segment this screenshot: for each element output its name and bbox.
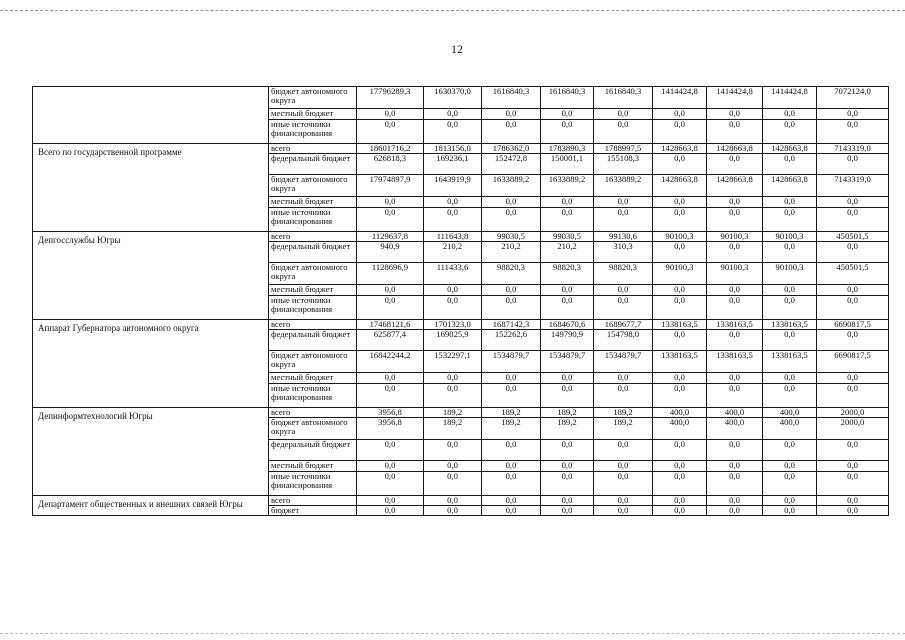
value-cell: 0,0 xyxy=(357,285,424,296)
value-cell: 0,0 xyxy=(541,197,594,208)
value-cell: 0,0 xyxy=(817,296,889,320)
value-cell: 0,0 xyxy=(707,472,763,496)
value-cell: 0,0 xyxy=(541,440,594,461)
value-cell: 0,0 xyxy=(482,461,541,472)
value-cell: 0,0 xyxy=(817,285,889,296)
value-cell: 0,0 xyxy=(817,384,889,408)
program-name-cell: Депинформтехнологий Югры xyxy=(33,408,269,496)
value-cell: 0,0 xyxy=(653,330,707,351)
top-scan-rule xyxy=(0,10,905,11)
value-cell: 0,0 xyxy=(594,197,653,208)
funding-source-cell: бюджет автономного округа xyxy=(269,175,357,197)
value-cell: 0,0 xyxy=(817,197,889,208)
funding-source-cell: местный бюджет xyxy=(269,373,357,384)
value-cell: 0,0 xyxy=(763,154,817,175)
table-row xyxy=(33,144,889,154)
program-name-cell: Всего по государственной программе xyxy=(33,144,269,232)
funding-source-cell: иные источники финансирования xyxy=(269,472,357,496)
value-cell: 1616840,3 xyxy=(482,87,541,109)
value-cell: 0,0 xyxy=(424,506,482,516)
value-cell: 400,0 xyxy=(707,418,763,440)
value-cell: 0,0 xyxy=(653,242,707,263)
value-cell: 1129637,8 xyxy=(357,232,424,242)
value-cell: 0,0 xyxy=(653,373,707,384)
value-cell: 0,0 xyxy=(357,384,424,408)
value-cell: 0,0 xyxy=(817,496,889,506)
funding-source-cell: всего xyxy=(269,320,357,330)
value-cell: 0,0 xyxy=(817,440,889,461)
value-cell: 0,0 xyxy=(653,120,707,144)
value-cell: 0,0 xyxy=(707,330,763,351)
bottom-scan-rule xyxy=(0,633,905,634)
value-cell: 0,0 xyxy=(763,208,817,232)
value-cell: 6690817,5 xyxy=(817,320,889,330)
value-cell: 17796289,3 xyxy=(357,87,424,109)
value-cell: 0,0 xyxy=(763,109,817,120)
value-cell: 17468121,6 xyxy=(357,320,424,330)
value-cell: 0,0 xyxy=(653,285,707,296)
funding-table xyxy=(32,86,889,516)
table-row xyxy=(33,408,889,418)
value-cell: 0,0 xyxy=(482,296,541,320)
value-cell: 90100,3 xyxy=(763,263,817,285)
value-cell: 1128696,9 xyxy=(357,263,424,285)
table-row xyxy=(33,232,889,242)
value-cell: 0,0 xyxy=(357,373,424,384)
value-cell: 189,2 xyxy=(424,418,482,440)
value-cell: 0,0 xyxy=(424,120,482,144)
value-cell: 0,0 xyxy=(357,472,424,496)
value-cell: 0,0 xyxy=(594,461,653,472)
value-cell: 0,0 xyxy=(482,384,541,408)
value-cell: 189,2 xyxy=(541,408,594,418)
value-cell: 7072124,0 xyxy=(817,87,889,109)
value-cell: 1687142,3 xyxy=(482,320,541,330)
value-cell: 0,0 xyxy=(817,208,889,232)
value-cell: 0,0 xyxy=(763,120,817,144)
value-cell: 7143319,0 xyxy=(817,144,889,154)
value-cell: 6690817,5 xyxy=(817,351,889,373)
value-cell: 1338163,5 xyxy=(707,351,763,373)
value-cell: 210,2 xyxy=(541,242,594,263)
value-cell: 0,0 xyxy=(357,197,424,208)
value-cell: 0,0 xyxy=(707,496,763,506)
value-cell: 0,0 xyxy=(707,120,763,144)
value-cell: 0,0 xyxy=(653,461,707,472)
value-cell: 0,0 xyxy=(763,496,817,506)
funding-source-cell: иные источники финансирования xyxy=(269,384,357,408)
value-cell: 90100,3 xyxy=(763,232,817,242)
value-cell: 111643,8 xyxy=(424,232,482,242)
value-cell: 0,0 xyxy=(541,461,594,472)
funding-source-cell: всего xyxy=(269,408,357,418)
table-row xyxy=(33,87,889,109)
funding-source-cell: местный бюджет xyxy=(269,109,357,120)
value-cell: 169236,1 xyxy=(424,154,482,175)
value-cell: 0,0 xyxy=(357,440,424,461)
value-cell: 16842244,2 xyxy=(357,351,424,373)
value-cell: 0,0 xyxy=(817,461,889,472)
page-number: 12 xyxy=(451,42,463,56)
funding-source-cell: бюджет автономного округа xyxy=(269,351,357,373)
value-cell: 189,2 xyxy=(541,418,594,440)
value-cell: 400,0 xyxy=(653,408,707,418)
value-cell: 0,0 xyxy=(653,109,707,120)
value-cell: 0,0 xyxy=(424,197,482,208)
value-cell: 0,0 xyxy=(707,461,763,472)
funding-source-cell: местный бюджет xyxy=(269,461,357,472)
value-cell: 0,0 xyxy=(763,242,817,263)
funding-source-cell: иные источники финансирования xyxy=(269,120,357,144)
value-cell: 0,0 xyxy=(707,373,763,384)
value-cell: 450501,5 xyxy=(817,263,889,285)
value-cell: 98820,3 xyxy=(594,263,653,285)
value-cell: 0,0 xyxy=(653,384,707,408)
funding-source-cell: бюджет автономного округа xyxy=(269,418,357,440)
value-cell: 189,2 xyxy=(594,418,653,440)
value-cell: 0,0 xyxy=(817,120,889,144)
value-cell: 0,0 xyxy=(482,285,541,296)
value-cell: 169025,9 xyxy=(424,330,482,351)
value-cell: 0,0 xyxy=(482,506,541,516)
value-cell: 1689677,7 xyxy=(594,320,653,330)
value-cell: 0,0 xyxy=(357,461,424,472)
value-cell: 0,0 xyxy=(653,154,707,175)
value-cell: 400,0 xyxy=(763,408,817,418)
value-cell: 189,2 xyxy=(482,418,541,440)
value-cell: 154798,0 xyxy=(594,330,653,351)
value-cell: 0,0 xyxy=(594,506,653,516)
value-cell: 0,0 xyxy=(594,109,653,120)
funding-source-cell: бюджет автономного округа xyxy=(269,87,357,109)
value-cell: 940,9 xyxy=(357,242,424,263)
value-cell: 1630370,0 xyxy=(424,87,482,109)
program-name-cell: Департамент общественных и внешних связей Югры xyxy=(33,496,269,516)
value-cell: 98820,3 xyxy=(482,263,541,285)
value-cell: 0,0 xyxy=(357,208,424,232)
value-cell: 0,0 xyxy=(541,109,594,120)
value-cell: 0,0 xyxy=(763,296,817,320)
value-cell: 0,0 xyxy=(763,373,817,384)
value-cell: 0,0 xyxy=(357,109,424,120)
value-cell: 310,3 xyxy=(594,242,653,263)
value-cell: 1532297,1 xyxy=(424,351,482,373)
program-name-cell: Депгосслужбы Югры xyxy=(33,232,269,320)
value-cell: 210,2 xyxy=(424,242,482,263)
value-cell: 0,0 xyxy=(817,472,889,496)
value-cell: 0,0 xyxy=(482,373,541,384)
value-cell: 0,0 xyxy=(817,506,889,516)
value-cell: 625877,4 xyxy=(357,330,424,351)
value-cell: 0,0 xyxy=(817,242,889,263)
value-cell: 0,0 xyxy=(653,296,707,320)
value-cell: 0,0 xyxy=(763,197,817,208)
value-cell: 0,0 xyxy=(482,440,541,461)
value-cell: 1428663,8 xyxy=(653,144,707,154)
value-cell: 99030,5 xyxy=(541,232,594,242)
value-cell: 150001,1 xyxy=(541,154,594,175)
value-cell: 1414424,8 xyxy=(653,87,707,109)
value-cell: 1616840,3 xyxy=(594,87,653,109)
funding-source-cell: федеральный бюджет xyxy=(269,242,357,263)
funding-source-cell: бюджет автономного округа xyxy=(269,263,357,285)
value-cell: 0,0 xyxy=(482,208,541,232)
value-cell: 1338163,5 xyxy=(653,351,707,373)
value-cell: 1338163,5 xyxy=(763,351,817,373)
value-cell: 99130,6 xyxy=(594,232,653,242)
value-cell: 0,0 xyxy=(653,440,707,461)
value-cell: 0,0 xyxy=(763,506,817,516)
value-cell: 0,0 xyxy=(424,472,482,496)
value-cell: 0,0 xyxy=(594,373,653,384)
funding-source-cell: всего xyxy=(269,144,357,154)
value-cell: 0,0 xyxy=(541,472,594,496)
value-cell: 189,2 xyxy=(482,408,541,418)
value-cell: 0,0 xyxy=(541,506,594,516)
value-cell: 0,0 xyxy=(594,120,653,144)
value-cell: 155108,3 xyxy=(594,154,653,175)
program-name-cell: Аппарат Губернатора автономного округа xyxy=(33,320,269,408)
value-cell: 1684670,6 xyxy=(541,320,594,330)
value-cell: 152472,8 xyxy=(482,154,541,175)
value-cell: 0,0 xyxy=(817,154,889,175)
value-cell: 210,2 xyxy=(482,242,541,263)
value-cell: 0,0 xyxy=(763,285,817,296)
value-cell: 1633889,2 xyxy=(594,175,653,197)
value-cell: 0,0 xyxy=(707,154,763,175)
value-cell: 1414424,8 xyxy=(707,87,763,109)
value-cell: 0,0 xyxy=(653,472,707,496)
table-row xyxy=(33,496,889,506)
value-cell: 0,0 xyxy=(707,440,763,461)
value-cell: 400,0 xyxy=(707,408,763,418)
value-cell: 1338163,5 xyxy=(707,320,763,330)
funding-table-body xyxy=(33,87,889,516)
value-cell: 0,0 xyxy=(594,496,653,506)
value-cell: 0,0 xyxy=(482,120,541,144)
value-cell: 400,0 xyxy=(763,418,817,440)
value-cell: 0,0 xyxy=(424,461,482,472)
value-cell: 0,0 xyxy=(653,506,707,516)
value-cell: 98820,3 xyxy=(541,263,594,285)
value-cell: 0,0 xyxy=(424,496,482,506)
value-cell: 7143319,0 xyxy=(817,175,889,197)
value-cell: 0,0 xyxy=(707,506,763,516)
value-cell: 0,0 xyxy=(482,197,541,208)
value-cell: 0,0 xyxy=(482,472,541,496)
value-cell: 1813156,0 xyxy=(424,144,482,154)
value-cell: 0,0 xyxy=(357,120,424,144)
value-cell: 0,0 xyxy=(817,373,889,384)
value-cell: 0,0 xyxy=(707,285,763,296)
value-cell: 149790,9 xyxy=(541,330,594,351)
value-cell: 0,0 xyxy=(424,208,482,232)
value-cell: 0,0 xyxy=(594,384,653,408)
value-cell: 0,0 xyxy=(594,285,653,296)
value-cell: 1633889,2 xyxy=(541,175,594,197)
value-cell: 0,0 xyxy=(817,109,889,120)
value-cell: 0,0 xyxy=(541,285,594,296)
value-cell: 0,0 xyxy=(424,296,482,320)
value-cell: 1534879,7 xyxy=(594,351,653,373)
value-cell: 99030,5 xyxy=(482,232,541,242)
value-cell: 0,0 xyxy=(594,296,653,320)
value-cell: 0,0 xyxy=(541,373,594,384)
value-cell: 90100,3 xyxy=(653,263,707,285)
value-cell: 1616840,3 xyxy=(541,87,594,109)
value-cell: 1428663,8 xyxy=(763,175,817,197)
value-cell: 0,0 xyxy=(424,440,482,461)
value-cell: 3956,8 xyxy=(357,418,424,440)
value-cell: 1633889,2 xyxy=(482,175,541,197)
value-cell: 0,0 xyxy=(594,208,653,232)
program-name-cell xyxy=(33,87,269,144)
funding-source-cell: бюджет xyxy=(269,506,357,516)
value-cell: 0,0 xyxy=(541,496,594,506)
value-cell: 0,0 xyxy=(707,242,763,263)
value-cell: 0,0 xyxy=(424,384,482,408)
value-cell: 0,0 xyxy=(424,373,482,384)
value-cell: 0,0 xyxy=(653,496,707,506)
value-cell: 1338163,5 xyxy=(763,320,817,330)
value-cell: 2000,0 xyxy=(817,418,889,440)
value-cell: 18601716,2 xyxy=(357,144,424,154)
value-cell: 400,0 xyxy=(653,418,707,440)
value-cell: 450501,5 xyxy=(817,232,889,242)
value-cell: 0,0 xyxy=(482,109,541,120)
value-cell: 90100,3 xyxy=(707,263,763,285)
value-cell: 90100,3 xyxy=(707,232,763,242)
value-cell: 3956,8 xyxy=(357,408,424,418)
value-cell: 0,0 xyxy=(707,109,763,120)
value-cell: 1428663,8 xyxy=(707,175,763,197)
value-cell: 0,0 xyxy=(357,506,424,516)
value-cell: 626818,3 xyxy=(357,154,424,175)
value-cell: 0,0 xyxy=(541,384,594,408)
value-cell: 1534879,7 xyxy=(482,351,541,373)
funding-source-cell: всего xyxy=(269,496,357,506)
value-cell: 0,0 xyxy=(424,285,482,296)
value-cell: 1643919,9 xyxy=(424,175,482,197)
value-cell: 0,0 xyxy=(763,440,817,461)
value-cell: 1428663,8 xyxy=(707,144,763,154)
table-row xyxy=(33,320,889,330)
value-cell: 1783890,3 xyxy=(541,144,594,154)
value-cell: 0,0 xyxy=(707,384,763,408)
value-cell: 0,0 xyxy=(424,109,482,120)
value-cell: 0,0 xyxy=(763,472,817,496)
value-cell: 189,2 xyxy=(594,408,653,418)
value-cell: 1701323,0 xyxy=(424,320,482,330)
value-cell: 90100,3 xyxy=(653,232,707,242)
value-cell: 1338163,5 xyxy=(653,320,707,330)
funding-source-cell: всего xyxy=(269,232,357,242)
funding-source-cell: иные источники финансирования xyxy=(269,208,357,232)
funding-source-cell: иные источники финансирования xyxy=(269,296,357,320)
value-cell: 111433,6 xyxy=(424,263,482,285)
value-cell: 1534879,7 xyxy=(541,351,594,373)
value-cell: 0,0 xyxy=(707,208,763,232)
value-cell: 17974897,9 xyxy=(357,175,424,197)
value-cell: 1428663,8 xyxy=(763,144,817,154)
funding-source-cell: федеральный бюджет xyxy=(269,154,357,175)
value-cell: 0,0 xyxy=(763,461,817,472)
value-cell: 0,0 xyxy=(357,496,424,506)
value-cell: 0,0 xyxy=(482,496,541,506)
value-cell: 0,0 xyxy=(653,197,707,208)
value-cell: 2000,0 xyxy=(817,408,889,418)
value-cell: 1788997,5 xyxy=(594,144,653,154)
value-cell: 0,0 xyxy=(763,384,817,408)
funding-source-cell: федеральный бюджет xyxy=(269,440,357,461)
value-cell: 0,0 xyxy=(357,296,424,320)
value-cell: 1428663,8 xyxy=(653,175,707,197)
value-cell: 0,0 xyxy=(707,296,763,320)
value-cell: 0,0 xyxy=(541,208,594,232)
value-cell: 0,0 xyxy=(763,330,817,351)
value-cell: 189,2 xyxy=(424,408,482,418)
value-cell: 0,0 xyxy=(594,472,653,496)
funding-source-cell: местный бюджет xyxy=(269,285,357,296)
value-cell: 0,0 xyxy=(594,440,653,461)
funding-source-cell: федеральный бюджет xyxy=(269,330,357,351)
value-cell: 1786362,0 xyxy=(482,144,541,154)
value-cell: 0,0 xyxy=(541,120,594,144)
value-cell: 1414424,8 xyxy=(763,87,817,109)
value-cell: 0,0 xyxy=(817,330,889,351)
value-cell: 0,0 xyxy=(653,208,707,232)
value-cell: 0,0 xyxy=(541,296,594,320)
value-cell: 152262,6 xyxy=(482,330,541,351)
funding-source-cell: местный бюджет xyxy=(269,197,357,208)
value-cell: 0,0 xyxy=(707,197,763,208)
